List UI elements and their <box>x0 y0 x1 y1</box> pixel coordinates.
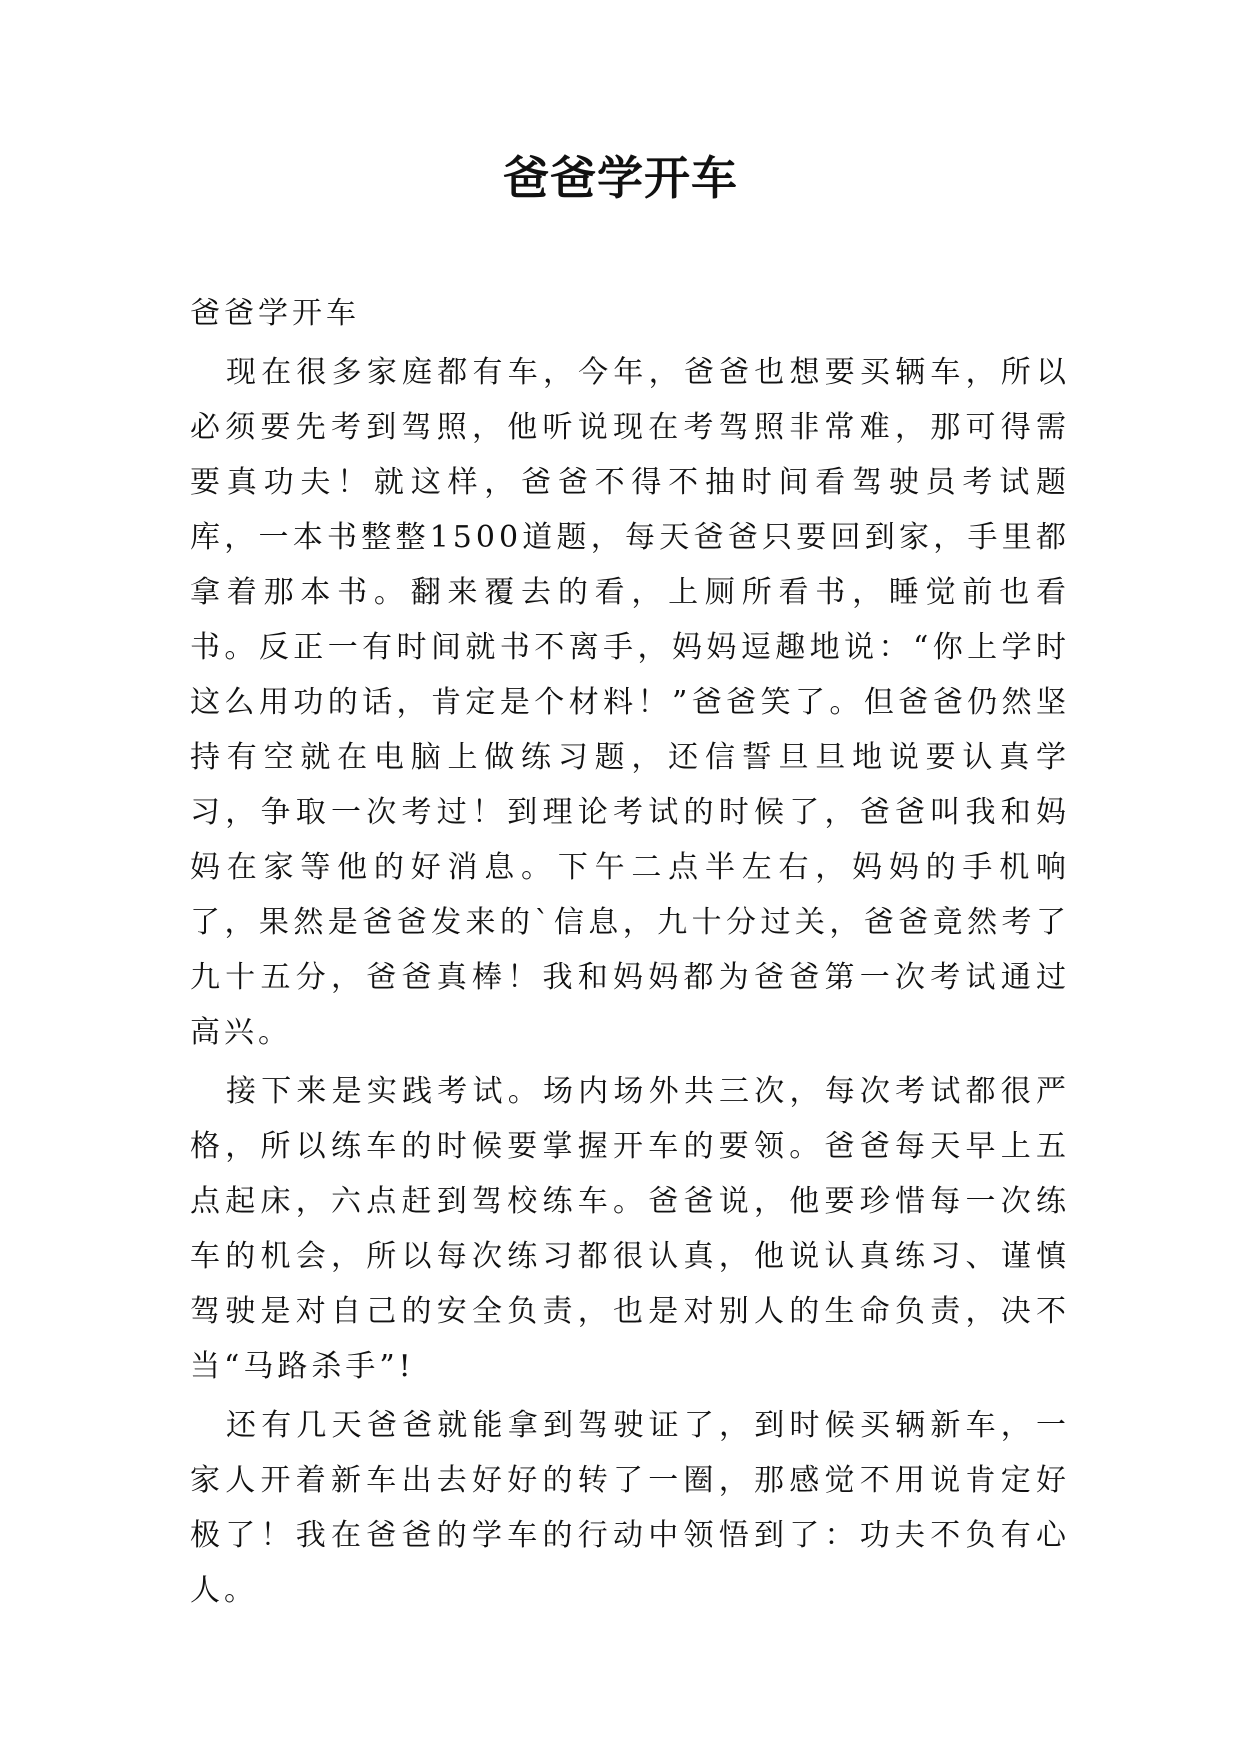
paragraph-1: 现在很多家庭都有车，今年，爸爸也想要买辆车，所以必须要先考到驾照，他听说现在考驾照非常难，那可得需要真功夫！就这样，爸爸不得不抽时间看驾驶员考试题库，一本书整整1500道题，每天爸爸只要回到家，手里都拿着那本书。翻来覆去的看，上厕所看书，睡觉前也看书。反正一有时间就书不离手，妈妈逗趣地说：“你上学时这么用功的话，肯定是个材料！”爸爸笑了。但爸爸仍然坚持有空就在电脑上做练习题，还信誓旦旦地说要认真学习，争取一次考过！到理论考试的时候了，爸爸叫我和妈妈在家等他的好消息。下午二点半左右，妈妈的手机响了，果然是爸爸发来的`信息，九十分过关，爸爸竟然考了九十五分，爸爸真棒！我和妈妈都为爸爸第一次考试通过高兴。 <box>190 355 1070 1050</box>
document-subtitle: 爸爸学开车 <box>190 296 360 331</box>
document-title: 爸爸学开车 <box>503 151 738 205</box>
paragraph-2: 接下来是实践考试。场内场外共三次，每次考试都很严格，所以练车的时候要掌握开车的要领。爸爸每天早上五点起床，六点赶到驾校练车。爸爸说，他要珍惜每一次练车的机会，所以每次练习都很认真，他说认真练习、谨慎驾驶是对自己的安全负责，也是对别人的生命负责，决不当“马路杀手”! <box>190 1074 1070 1384</box>
paragraph-3: 还有几天爸爸就能拿到驾驶证了，到时候买辆新车，一家人开着新车出去好好的转了一圈，那感觉不用说肯定好极了！我在爸爸的学车的行动中领悟到了：功夫不负有心人。 <box>190 1408 1070 1608</box>
document-body <box>190 286 1070 1622</box>
